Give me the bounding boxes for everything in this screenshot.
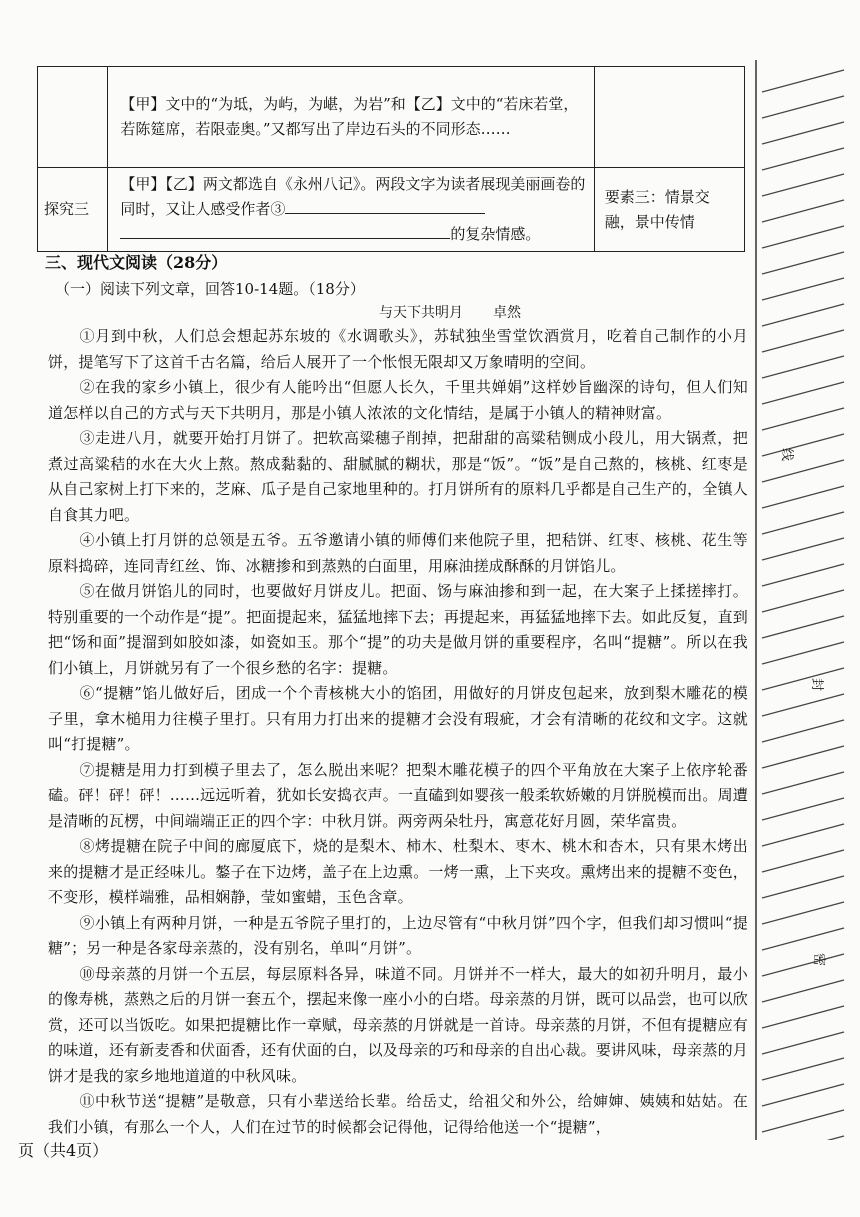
paragraph: ②在我的家乡小镇上，很少有人能吟出“但愿人长久，千里共婵娟”这样妙旨幽深的诗句，但人们知道怎样以自己的方式与天下共明月，那是小镇人浓浓的文化情结，是属于小镇人的精神财富。 xyxy=(48,378,748,422)
content-text: 【甲】【乙】两文都选自《永州八记》。两段文字为读者展现美丽画卷的同时，又让人感受作者③ xyxy=(120,175,586,218)
hatch-line xyxy=(762,824,844,846)
answer-blank[interactable] xyxy=(285,197,485,214)
table-row xyxy=(38,67,745,168)
row-content xyxy=(108,168,594,252)
paragraph: ①月到中秋，人们总会想起苏东坡的《水调歌头》，苏轼独坐雪堂饮酒赏月，吃着自己制作的小月饼，提笔写下了这首千古名篇，给后人展开了一个怅恨无限却又万象晴明的空间。 xyxy=(48,327,748,371)
hatch-line xyxy=(762,668,844,690)
hatch-line xyxy=(762,590,844,612)
hatch-line xyxy=(762,694,844,716)
hatch-line xyxy=(762,486,844,508)
hatch-line xyxy=(762,278,844,300)
hatch-line xyxy=(762,772,844,794)
hatch-line xyxy=(762,408,844,430)
hatch-line xyxy=(762,200,844,222)
hatch-line xyxy=(762,980,844,1002)
hatch-line xyxy=(762,1058,844,1080)
hatch-line xyxy=(762,746,844,768)
hatch-line xyxy=(762,174,844,196)
article-author: 卓然 xyxy=(493,305,521,321)
hatch-line xyxy=(762,304,844,326)
binding-hatch xyxy=(752,60,850,1140)
paragraph: ④小镇上打月饼的总领是五爷。五爷邀请小镇的师傅们来他院子里，把秸饼、红枣、核桃、花生等原料捣碎，连同青红丝、饰、冰糖掺和到蒸熟的白面里，用麻油搓成酥酥的月饼馅儿。 xyxy=(48,531,748,575)
hatch-line xyxy=(762,122,844,144)
paragraph: ⑧烤提糖在院子中间的廊厦底下，烧的是梨木、柿木、杜梨木、枣木、桃木和杏木，只有果木烤出来的提糖才是正经味儿。鏊子在下边烤，盖子在上边熏。一烤一熏，上下夹攻。熏烤出来的提糖不变色，不变形，模样端雅，品相娴静，莹如蜜蜡，玉色含章。 xyxy=(48,837,748,906)
hatch-line xyxy=(762,642,844,664)
paragraph: ③走进八月，就要开始打月饼了。把软高粱穗子削掉，把甜甜的高粱秸铡成小段儿，用大锅煮，把煮过高粱秸的水在大火上熬。熬成黏黏的、甜腻腻的糊状，那是“饭”。“饭”是自己熬的，核桃、红枣是从自己家树上打下来的，芝麻、瓜子是自己家地里种的。打月饼所有的原料几乎都是自己生产的，全镇人自食其力吧。 xyxy=(48,429,748,524)
hatch-line xyxy=(762,850,844,872)
answer-blank[interactable] xyxy=(120,222,450,239)
hatch-line xyxy=(762,1136,844,1140)
binding-strip xyxy=(752,60,850,1140)
hatch-line xyxy=(762,70,844,92)
hatch-line xyxy=(762,1084,844,1106)
binding-label: 封 xyxy=(809,677,825,692)
paragraph: ⑩母亲蒸的月饼一个五层，每层原料各异，味道不同。月饼并不一样大，最大的如初升明月，最小的像寿桃，蒸熟之后的月饼一套五个，摆起来像一座小小的白塔。母亲蒸的月饼，既可以品尝，也可以欣赏，还可以当饭吃。如果把提糖比作一章赋，母亲蒸的月饼就是一首诗。母亲蒸的月饼，不但有提糖应有的味道，还有新麦香和伏面香，还有伏面的白，以及母亲的巧和母亲的自出心裁。要讲风味，母亲蒸的月饼才是我的家乡地地道道的中秋风味。 xyxy=(48,964,748,1085)
hatch-line xyxy=(762,460,844,482)
hatch-line xyxy=(762,1110,844,1132)
hatch-line xyxy=(762,148,844,170)
page-footer: 页（共4页） xyxy=(18,1141,109,1160)
binding-label: 密 xyxy=(811,952,827,967)
exploration-table xyxy=(37,66,745,252)
hatch-line xyxy=(762,798,844,820)
article-title-text: 与天下共明月 xyxy=(379,305,463,321)
paragraph: ⑥“提糖”馅儿做好后，团成一个个青核桃大小的馅团，用做好的月饼皮包起来，放到梨木雕花的模子里，拿木槌用力往模子里打。只有用力打出来的提糖才会没有瑕疵，才会有清晰的花纹和文字。这就叫“打提糖”。 xyxy=(48,684,748,753)
part-title: （一）阅读下列文章，回答10-14题。（18分） xyxy=(55,280,365,298)
hatch-line xyxy=(762,928,844,950)
hatch-line xyxy=(762,538,844,560)
hatch-line xyxy=(762,434,844,456)
hatch-line xyxy=(762,954,844,976)
paragraph: ⑤在做月饼馅儿的同时，也要做好月饼皮儿。把面、饧与麻油掺和到一起，在大案子上揉搓摔打。特别重要的一个动作是“提”。把面提起来，猛猛地摔下去；再提起来，再猛猛地摔下去。如此反复，直到把“饧和面”提溜到如胶如漆，如瓷如玉。那个“提”的功夫是做月饼的重要程序，名叫“提糖”。所以在我们小镇上，月饼就另有了一个很乡愁的名字：提糖。 xyxy=(48,582,748,677)
content-text: 的复杂情感。 xyxy=(450,225,541,243)
hatch-line xyxy=(762,252,844,274)
hatch-line xyxy=(762,1006,844,1028)
section-title: 三、现代文阅读（28分） xyxy=(45,253,228,272)
binding-label: 线 xyxy=(779,447,795,462)
hatch-line xyxy=(762,564,844,586)
paragraph: ⑨小镇上有两种月饼，一种是五爷院子里打的，上边尽管有“中秋月饼”四个字，但我们却习惯叫“提糖”；另一种是各家母亲蒸的，没有别名，单叫“月饼”。 xyxy=(48,913,748,957)
hatch-line xyxy=(762,356,844,378)
row-label xyxy=(38,67,108,168)
hatch-line xyxy=(762,512,844,534)
paragraph: ⑦提糖是用力打到模子里去了，怎么脱出来呢？把梨木雕花模子的四个平角放在大案子上依序轮番磕。砰！砰！砰！……远远听着，犹如长安捣衣声。一直磕到如婴孩一般柔软娇嫩的月饼脱模而出。周遭是清晰的瓦楞，中间端端正正的四个字：中秋月饼。两旁两朵牡丹，寓意花好月圆，荣华富贵。 xyxy=(48,760,748,830)
hatch-line xyxy=(762,96,844,118)
hatch-line xyxy=(762,330,844,352)
hatch-line xyxy=(762,902,844,924)
hatch-line xyxy=(762,1032,844,1054)
row-note: 要素三：情景交融，景中传情 xyxy=(594,168,744,252)
hatch-line xyxy=(762,226,844,248)
hatch-line xyxy=(762,616,844,638)
row-note xyxy=(594,67,744,168)
hatch-line xyxy=(762,876,844,898)
row-label: 探究三 xyxy=(38,168,108,252)
row-content: 【甲】文中的“为坻，为屿，为嵁，为岩”和【乙】文中的“若床若堂，若陈筵席，若限壶奥。”又都写出了岸边石头的不同形态…… xyxy=(108,67,594,168)
article-title xyxy=(0,302,860,322)
article-body xyxy=(48,324,748,1140)
hatch-line xyxy=(762,720,844,742)
table-row xyxy=(38,168,745,252)
paragraph: ⑪中秋节送“提糖”是敬意，只有小辈送给长辈。给岳丈，给祖父和外公，给婶婶、姨姨和姑姑。在我们小镇，有那么一个人，人们在过节的时候都会记得他，记得给他送一个“提糖”， xyxy=(48,1092,748,1136)
hatch-line xyxy=(762,382,844,404)
